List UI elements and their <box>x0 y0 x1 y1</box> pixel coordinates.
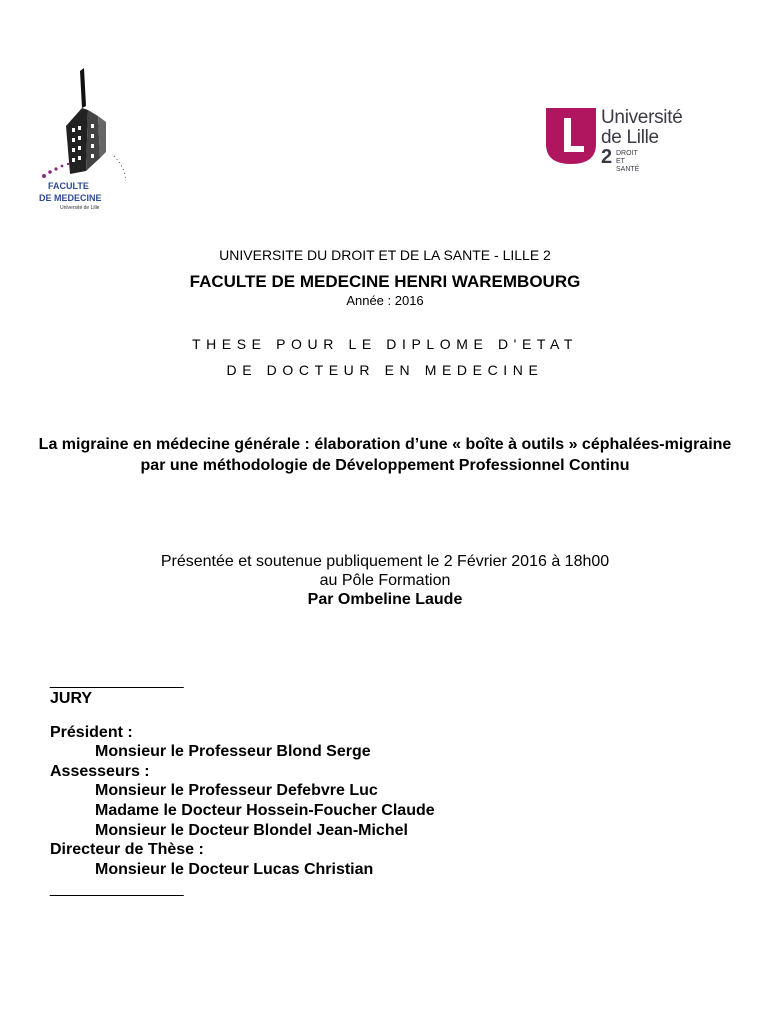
president-name: Monsieur le Professeur Blond Serge <box>95 743 371 761</box>
presentation-date: Présentée et soutenue publiquement le 2 Février 2016 à 18h00 <box>160 553 610 570</box>
jury-bottom-rule: _______________ <box>50 880 184 897</box>
universite-emblem-icon <box>544 106 598 166</box>
universite-sub-line2: ET SANTÉ <box>616 158 640 173</box>
faculte-logo-line2: DE MEDECINE <box>39 193 102 203</box>
faculte-medecine-logo <box>36 66 136 226</box>
universite-number: 2 <box>601 146 613 168</box>
thesis-author: Par Ombeline Laude <box>307 591 463 608</box>
jury-top-rule: _______________ <box>50 672 184 689</box>
director-label: Directeur de Thèse : <box>50 841 204 859</box>
tower-icon <box>36 66 136 181</box>
jury-section <box>50 689 435 879</box>
universite-name-line2: de Lille <box>601 127 659 148</box>
faculte-logo-line3: Université de Lille <box>60 205 100 211</box>
faculty-name: FACULTE DE MEDECINE HENRI WAREMBOURG <box>189 272 581 291</box>
assessors-label: Assesseurs : <box>50 762 150 780</box>
assessor-name: Monsieur le Professeur Defebvre Luc <box>95 782 378 800</box>
director-name: Monsieur le Docteur Lucas Christian <box>95 860 374 878</box>
assessor-name: Monsieur le Docteur Blondel Jean-Michel <box>95 821 408 839</box>
faculte-logo-line1: FACULTE <box>48 181 89 191</box>
academic-year: Année : 2016 <box>346 293 424 308</box>
universite-lille-logo <box>544 106 704 173</box>
universite-name-line1: Université <box>601 107 683 128</box>
thesis-title: La migraine en médecine générale : élaboration d’une « boîte à outils » céphalées-migraine par une méthodologie de Développement Professionnel Continu <box>38 436 732 474</box>
universite-sub-line1: DROIT <box>616 150 638 157</box>
assessor-name: Madame le Docteur Hossein-Foucher Claude <box>95 801 435 819</box>
university-name: UNIVERSITE DU DROIT ET DE LA SANTE - LILLE 2 <box>219 247 551 263</box>
president-label: Président : <box>50 723 133 741</box>
presentation-place: au Pôle Formation <box>319 572 451 589</box>
thesis-type-line2: DE DOCTEUR EN MEDECINE <box>226 362 544 378</box>
thesis-type-line1: THESE POUR LE DIPLOME D'ETAT <box>191 336 579 352</box>
jury-heading: JURY <box>50 690 93 707</box>
